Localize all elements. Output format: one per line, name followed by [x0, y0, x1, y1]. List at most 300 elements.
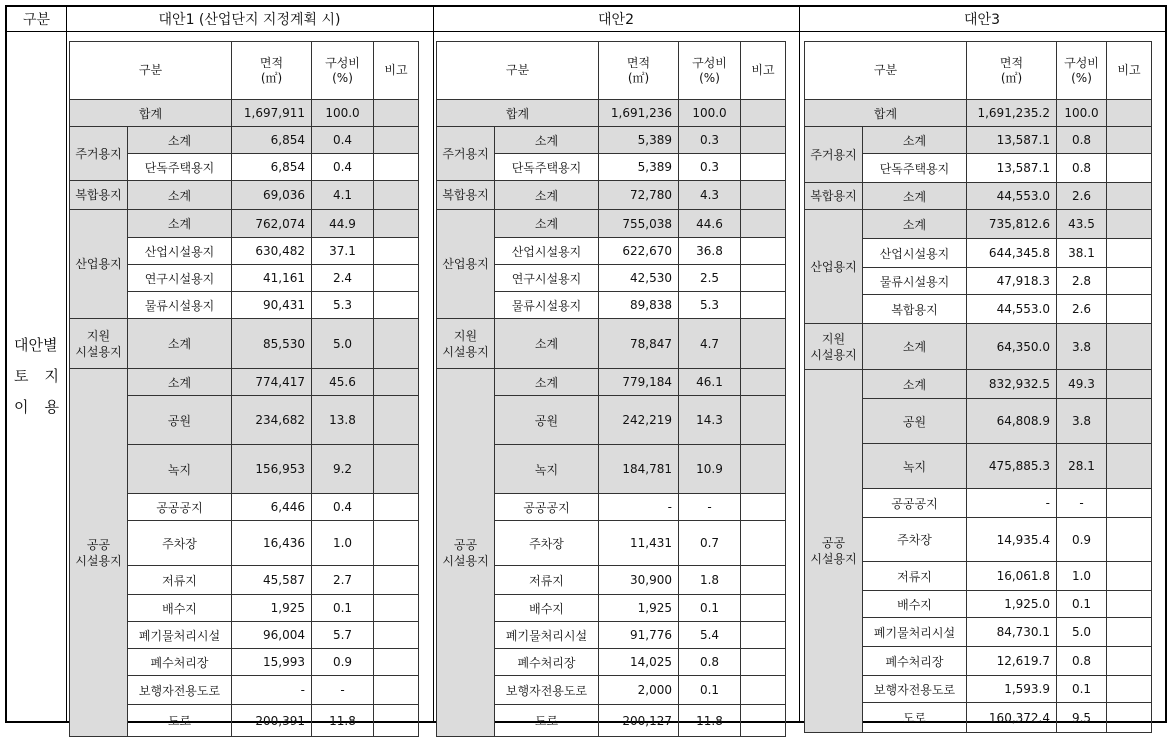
note-cell: [1107, 100, 1152, 127]
table-row: [437, 127, 786, 154]
note-cell: [374, 676, 419, 705]
side-label-char: 지: [44, 367, 59, 385]
ratio-value: 100.0: [312, 100, 374, 127]
area-value: 45,587: [232, 566, 312, 595]
side-label-line1: 대안별: [14, 336, 58, 354]
area-value: 85,530: [232, 319, 312, 369]
ratio-value: 0.4: [312, 494, 374, 521]
ratio-value: 3.8: [1057, 399, 1107, 444]
table-row: [437, 210, 786, 238]
area-value: 44,553.0: [967, 295, 1057, 324]
note-cell: [374, 396, 419, 445]
note-cell: [741, 238, 786, 265]
label-line: 시설용지: [442, 344, 489, 359]
note-cell: [741, 127, 786, 154]
area-value: 1,593.9: [967, 676, 1057, 703]
area-value: 44,553.0: [967, 183, 1057, 210]
area-value: 6,446: [232, 494, 312, 521]
note-cell: [741, 292, 786, 319]
note-cell: [741, 566, 786, 595]
note-cell: [374, 210, 419, 238]
area-value: 42,530: [599, 265, 679, 292]
ratio-value: 0.1: [1057, 676, 1107, 703]
ratio-value: -: [312, 676, 374, 705]
note-cell: [741, 154, 786, 181]
ratio-value: 1.0: [1057, 562, 1107, 591]
ratio-value: 45.6: [312, 369, 374, 396]
row-label-park: 공원: [495, 396, 599, 445]
ratio-value: 44.9: [312, 210, 374, 238]
col-header-ratio: [1057, 42, 1107, 100]
area-value: 160,372.4: [967, 703, 1057, 733]
row-label-pedestrian: 보행자전용도로: [495, 676, 599, 705]
area-value: 6,854: [232, 154, 312, 181]
area-value: 47,918.3: [967, 268, 1057, 295]
ratio-value: 0.8: [679, 649, 741, 676]
area-value: 735,812.6: [967, 210, 1057, 239]
row-label-drainage: 배수지: [128, 595, 232, 622]
table-row: [70, 210, 419, 238]
note-cell: [741, 676, 786, 705]
col-header-area: [599, 42, 679, 100]
ratio-value: 100.0: [679, 100, 741, 127]
row-label-drainage: 배수지: [863, 591, 967, 618]
area-value: 644,345.8: [967, 239, 1057, 268]
ratio-value: 3.8: [1057, 324, 1107, 370]
row-label-waste: 폐기물처리시설: [495, 622, 599, 649]
area-value: 622,670: [599, 238, 679, 265]
label-line: 면적: [259, 55, 284, 70]
note-cell: [374, 649, 419, 676]
label-line: (㎡): [260, 70, 283, 85]
row-label-total: 합계: [70, 100, 232, 127]
note-cell: [741, 521, 786, 566]
note-cell: [374, 127, 419, 154]
table-header-row: [70, 42, 419, 100]
area-value: 2,000: [599, 676, 679, 705]
col-header-gubun: 구분: [70, 42, 232, 100]
table-header-row: [805, 42, 1152, 100]
table-row: [437, 369, 786, 396]
ratio-value: 5.3: [679, 292, 741, 319]
row-label-retention: 저류지: [495, 566, 599, 595]
note-cell: [1107, 591, 1152, 618]
note-cell: [741, 595, 786, 622]
area-value: 89,838: [599, 292, 679, 319]
area-value: 5,389: [599, 154, 679, 181]
table-header-row: [437, 42, 786, 100]
note-cell: [741, 319, 786, 369]
row-label-sewage: 폐수처리장: [128, 649, 232, 676]
area-value: 16,061.8: [967, 562, 1057, 591]
group-label-industrial: 산업용지: [70, 210, 128, 319]
note-cell: [374, 100, 419, 127]
row-label-open-space: 공공공지: [128, 494, 232, 521]
table-row: [805, 127, 1152, 154]
row-label-open-space: 공공공지: [863, 489, 967, 518]
area-value: 78,847: [599, 319, 679, 369]
note-cell: [374, 265, 419, 292]
header-gubun: 구분: [7, 7, 66, 32]
row-label-industrial-facility: 산업시설용지: [863, 239, 967, 268]
ratio-value: 43.5: [1057, 210, 1107, 239]
label-line: (㎡): [1000, 70, 1023, 85]
note-cell: [741, 210, 786, 238]
ratio-value: 0.4: [312, 154, 374, 181]
ratio-value: 0.3: [679, 127, 741, 154]
row-label-complex: 복합용지: [863, 295, 967, 324]
row-label-subtotal: 소계: [863, 210, 967, 239]
row-label-subtotal: 소계: [495, 127, 599, 154]
note-cell: [1107, 703, 1152, 733]
col-header-ratio: [679, 42, 741, 100]
note-cell: [374, 595, 419, 622]
note-cell: [741, 100, 786, 127]
area-value: -: [232, 676, 312, 705]
ratio-value: 0.3: [679, 154, 741, 181]
ratio-value: 4.1: [312, 181, 374, 210]
label-line: 시설용지: [442, 553, 489, 568]
area-value: -: [967, 489, 1057, 518]
label-line: (%): [699, 70, 720, 85]
note-cell: [1107, 647, 1152, 676]
row-label-logistics: 물류시설용지: [495, 292, 599, 319]
note-cell: [1107, 239, 1152, 268]
area-value: 14,935.4: [967, 518, 1057, 562]
note-cell: [1107, 210, 1152, 239]
ratio-value: 5.3: [312, 292, 374, 319]
note-cell: [741, 181, 786, 210]
divider: [433, 7, 434, 721]
area-value: 30,900: [599, 566, 679, 595]
ratio-value: 4.7: [679, 319, 741, 369]
label-line: 시설용지: [75, 344, 122, 359]
table-row: [70, 319, 419, 369]
row-label-total: 합계: [805, 100, 967, 127]
row-label-retention: 저류지: [863, 562, 967, 591]
note-cell: [1107, 444, 1152, 489]
note-cell: [374, 369, 419, 396]
ratio-value: 10.9: [679, 445, 741, 494]
area-value: 755,038: [599, 210, 679, 238]
area-value: 1,925: [232, 595, 312, 622]
row-label-waste: 폐기물처리시설: [863, 618, 967, 647]
ratio-value: 36.8: [679, 238, 741, 265]
header-alternative-1: 대안1 (산업단지 지정계획 시): [66, 7, 433, 32]
area-value: 96,004: [232, 622, 312, 649]
area-value: 184,781: [599, 445, 679, 494]
ratio-value: 37.1: [312, 238, 374, 265]
row-label-green: 녹지: [128, 445, 232, 494]
note-cell: [1107, 618, 1152, 647]
row-label-green: 녹지: [495, 445, 599, 494]
note-cell: [1107, 154, 1152, 183]
row-label-industrial-facility: 산업시설용지: [128, 238, 232, 265]
note-cell: [1107, 370, 1152, 399]
alt2-land-use-table: [436, 41, 786, 737]
area-value: 1,691,235.2: [967, 100, 1057, 127]
ratio-value: 46.1: [679, 369, 741, 396]
ratio-value: 49.3: [1057, 370, 1107, 399]
row-label-open-space: 공공공지: [495, 494, 599, 521]
area-value: 41,161: [232, 265, 312, 292]
table-row-total: [805, 100, 1152, 127]
note-cell: [1107, 183, 1152, 210]
note-cell: [374, 319, 419, 369]
divider: [66, 7, 67, 721]
side-label: [7, 32, 66, 721]
label-line: 공공: [821, 536, 846, 550]
row-label-total: 합계: [437, 100, 599, 127]
label-line: 공공: [86, 537, 111, 552]
area-value: 6,854: [232, 127, 312, 154]
area-value: 91,776: [599, 622, 679, 649]
note-cell: [1107, 324, 1152, 370]
group-label-industrial: 산업용지: [805, 210, 863, 324]
ratio-value: 0.8: [1057, 127, 1107, 154]
area-value: 14,025: [599, 649, 679, 676]
label-line: 면적: [626, 55, 651, 70]
note-cell: [1107, 562, 1152, 591]
area-value: 832,932.5: [967, 370, 1057, 399]
label-line: 공공: [453, 537, 478, 552]
col-header-note: 비고: [741, 42, 786, 100]
ratio-value: 9.2: [312, 445, 374, 494]
row-label-road: 도로: [863, 703, 967, 733]
ratio-value: 11.8: [679, 705, 741, 737]
group-label-residential: 주거용지: [70, 127, 128, 181]
col-header-gubun: 구분: [437, 42, 599, 100]
ratio-value: -: [679, 494, 741, 521]
note-cell: [1107, 268, 1152, 295]
table-row: [805, 210, 1152, 239]
label-line: 시설용지: [810, 347, 857, 362]
row-label-subtotal: 소계: [128, 210, 232, 238]
label-line: 구성비: [692, 55, 727, 70]
group-label-support: [805, 324, 863, 370]
area-value: 200,391: [232, 705, 312, 737]
col-header-note: 비고: [1107, 42, 1152, 100]
note-cell: [374, 622, 419, 649]
note-cell: [741, 445, 786, 494]
ratio-value: 0.1: [679, 595, 741, 622]
group-label-public: [70, 369, 128, 737]
note-cell: [741, 369, 786, 396]
ratio-value: 28.1: [1057, 444, 1107, 489]
row-label-subtotal: 소계: [863, 127, 967, 154]
note-cell: [741, 649, 786, 676]
label-line: (㎡): [627, 70, 650, 85]
group-label-mixed: 복합용지: [437, 181, 495, 210]
row-label-pedestrian: 보행자전용도로: [863, 676, 967, 703]
note-cell: [741, 494, 786, 521]
row-label-waste: 폐기물처리시설: [128, 622, 232, 649]
note-cell: [374, 292, 419, 319]
ratio-value: 0.1: [312, 595, 374, 622]
table-row: [70, 127, 419, 154]
area-value: 774,417: [232, 369, 312, 396]
ratio-value: 1.0: [312, 521, 374, 566]
ratio-value: 38.1: [1057, 239, 1107, 268]
label-line: 시설용지: [75, 553, 122, 568]
area-value: 630,482: [232, 238, 312, 265]
row-label-subtotal: 소계: [863, 324, 967, 370]
table-row-total: [437, 100, 786, 127]
ratio-value: -: [1057, 489, 1107, 518]
group-label-residential: 주거용지: [805, 127, 863, 183]
table-row: [70, 181, 419, 210]
ratio-value: 0.1: [679, 676, 741, 705]
table-row: [805, 370, 1152, 399]
row-label-green: 녹지: [863, 444, 967, 489]
ratio-value: 2.6: [1057, 183, 1107, 210]
area-value: 156,953: [232, 445, 312, 494]
area-value: 242,219: [599, 396, 679, 445]
col-header-ratio: [312, 42, 374, 100]
note-cell: [741, 265, 786, 292]
row-label-retention: 저류지: [128, 566, 232, 595]
ratio-value: 100.0: [1057, 100, 1107, 127]
row-label-detached: 단독주택용지: [495, 154, 599, 181]
label-line: 면적: [999, 55, 1024, 70]
note-cell: [374, 181, 419, 210]
alt1-land-use-table: [69, 41, 419, 737]
note-cell: [374, 521, 419, 566]
ratio-value: 2.7: [312, 566, 374, 595]
ratio-value: 0.9: [312, 649, 374, 676]
group-label-mixed: 복합용지: [70, 181, 128, 210]
side-label-char: 이: [14, 398, 29, 416]
table-row-total: [70, 100, 419, 127]
table-row: [805, 183, 1152, 210]
divider: [799, 7, 800, 721]
area-value: 13,587.1: [967, 127, 1057, 154]
table-row: [805, 324, 1152, 370]
ratio-value: 0.8: [1057, 647, 1107, 676]
area-value: 64,808.9: [967, 399, 1057, 444]
area-value: 475,885.3: [967, 444, 1057, 489]
row-label-road: 도로: [495, 705, 599, 737]
row-label-parking: 주차장: [128, 521, 232, 566]
table-row: [70, 369, 419, 396]
area-value: 762,074: [232, 210, 312, 238]
label-line: (%): [1071, 70, 1092, 85]
row-label-industrial-facility: 산업시설용지: [495, 238, 599, 265]
area-value: 90,431: [232, 292, 312, 319]
label-line: 지원: [86, 328, 111, 343]
row-label-sewage: 폐수처리장: [495, 649, 599, 676]
row-label-subtotal: 소계: [495, 369, 599, 396]
label-line: 지원: [453, 328, 478, 343]
alt3-land-use-table: [804, 41, 1152, 733]
side-label-char: 토: [14, 367, 29, 385]
area-value: 72,780: [599, 181, 679, 210]
note-cell: [1107, 399, 1152, 444]
row-label-road: 도로: [128, 705, 232, 737]
group-label-residential: 주거용지: [437, 127, 495, 181]
header-alternative-2: 대안2: [433, 7, 799, 32]
label-line: 구성비: [325, 55, 360, 70]
row-label-parking: 주차장: [495, 521, 599, 566]
row-label-subtotal: 소계: [495, 181, 599, 210]
note-cell: [1107, 489, 1152, 518]
area-value: -: [599, 494, 679, 521]
label-line: 구성비: [1064, 55, 1099, 70]
ratio-value: 0.8: [1057, 154, 1107, 183]
area-value: 779,184: [599, 369, 679, 396]
ratio-value: 5.4: [679, 622, 741, 649]
note-cell: [741, 622, 786, 649]
label-line: 지원: [821, 331, 846, 346]
note-cell: [374, 566, 419, 595]
group-label-support: [70, 319, 128, 369]
group-label-support: [437, 319, 495, 369]
group-label-public: [805, 370, 863, 733]
ratio-value: 5.0: [1057, 618, 1107, 647]
note-cell: [1107, 676, 1152, 703]
area-value: 12,619.7: [967, 647, 1057, 676]
row-label-subtotal: 소계: [128, 319, 232, 369]
row-label-park: 공원: [863, 399, 967, 444]
ratio-value: 0.7: [679, 521, 741, 566]
area-value: 1,925: [599, 595, 679, 622]
row-label-subtotal: 소계: [495, 319, 599, 369]
group-label-public: [437, 369, 495, 737]
ratio-value: 5.7: [312, 622, 374, 649]
header-alternative-3: 대안3: [799, 7, 1165, 32]
area-value: 69,036: [232, 181, 312, 210]
row-label-drainage: 배수지: [495, 595, 599, 622]
group-label-industrial: 산업용지: [437, 210, 495, 319]
ratio-value: 0.4: [312, 127, 374, 154]
area-value: 64,350.0: [967, 324, 1057, 370]
ratio-value: 5.0: [312, 319, 374, 369]
note-cell: [374, 705, 419, 737]
ratio-value: 9.5: [1057, 703, 1107, 733]
area-value: 11,431: [599, 521, 679, 566]
area-value: 200,127: [599, 705, 679, 737]
ratio-value: 44.6: [679, 210, 741, 238]
col-header-area: [967, 42, 1057, 100]
area-value: 1,697,911: [232, 100, 312, 127]
ratio-value: 2.5: [679, 265, 741, 292]
ratio-value: 2.8: [1057, 268, 1107, 295]
row-label-subtotal: 소계: [863, 370, 967, 399]
row-label-pedestrian: 보행자전용도로: [128, 676, 232, 705]
area-value: 84,730.1: [967, 618, 1057, 647]
row-label-logistics: 물류시설용지: [128, 292, 232, 319]
area-value: 1,925.0: [967, 591, 1057, 618]
row-label-subtotal: 소계: [495, 210, 599, 238]
ratio-value: 1.8: [679, 566, 741, 595]
ratio-value: 2.6: [1057, 295, 1107, 324]
ratio-value: 4.3: [679, 181, 741, 210]
row-label-subtotal: 소계: [128, 127, 232, 154]
row-label-parking: 주차장: [863, 518, 967, 562]
row-label-detached: 단독주택용지: [863, 154, 967, 183]
table-row: [437, 181, 786, 210]
row-label-logistics: 물류시설용지: [863, 268, 967, 295]
ratio-value: 0.1: [1057, 591, 1107, 618]
col-header-area: [232, 42, 312, 100]
note-cell: [374, 154, 419, 181]
note-cell: [1107, 295, 1152, 324]
land-use-comparison-frame: [5, 5, 1167, 728]
row-label-park: 공원: [128, 396, 232, 445]
side-label-char: 용: [44, 398, 59, 416]
ratio-value: 11.8: [312, 705, 374, 737]
area-value: 1,691,236: [599, 100, 679, 127]
